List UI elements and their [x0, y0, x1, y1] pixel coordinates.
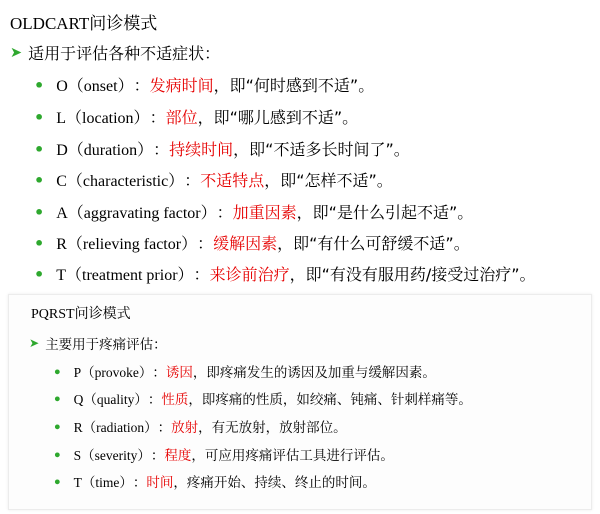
arrow-bullet-icon: ➤: [29, 336, 40, 350]
item-term: （quality）: [83, 392, 148, 407]
oldcart-title: OLDCART问诊模式: [10, 14, 158, 33]
pqrst-title: PQRST问诊模式: [31, 307, 131, 322]
item-keyword: 加重因素: [232, 203, 297, 222]
item-description: ，即“不适多长时间了”。: [233, 140, 410, 159]
oldcart-subtitle: [10, 41, 220, 64]
arrow-bullet-icon: ➤: [10, 44, 23, 61]
item-code: T: [56, 267, 67, 284]
item-term: （characteristic）: [66, 173, 185, 190]
oldcart-item-o: [34, 73, 374, 96]
oldcart-item-r: [34, 231, 470, 254]
item-keyword: 时间: [146, 475, 174, 491]
item-term: （relieving factor）: [66, 236, 198, 253]
item-code: R: [73, 420, 83, 435]
oldcart-item-t: [34, 262, 536, 285]
item-sep: ：: [133, 76, 150, 95]
bullet-dot-icon: •: [34, 203, 45, 222]
item-sep: ：: [149, 108, 166, 127]
item-description: ，疼痛开始、持续、终止的时间。: [173, 475, 376, 491]
item-term: （treatment prior）: [66, 267, 194, 284]
bullet-dot-icon: •: [53, 420, 62, 436]
item-term: （radiation）: [82, 420, 158, 435]
oldcart-subtitle-text: 适用于评估各种不适症状：: [28, 44, 221, 63]
item-sep: ：: [197, 234, 214, 253]
item-keyword: 来诊前治疗: [209, 265, 290, 284]
item-term: （aggravating factor）: [67, 205, 217, 222]
bullet-dot-icon: •: [34, 140, 45, 159]
item-term: （location）: [66, 110, 150, 127]
item-sep: ：: [132, 475, 147, 491]
item-description: ，即疼痛的性质，如绞痛、钝痛、针刺样痛等。: [188, 392, 472, 408]
item-keyword: 发病时间: [149, 76, 214, 95]
item-keyword: 部位: [165, 108, 198, 127]
pqrst-item-t: [53, 471, 376, 491]
pqrst-item-p: [53, 361, 436, 381]
oldcart-item-l: [34, 105, 358, 128]
item-code: S: [73, 448, 82, 463]
bullet-dot-icon: •: [53, 448, 62, 464]
item-keyword: 持续时间: [169, 140, 234, 159]
bullet-dot-icon: •: [34, 265, 45, 284]
oldcart-item-c: [34, 168, 393, 191]
item-code: T: [73, 475, 82, 490]
bullet-dot-icon: •: [34, 234, 45, 253]
oldcart-item-a: [34, 200, 473, 223]
bullet-dot-icon: •: [34, 76, 45, 95]
item-code: R: [56, 236, 67, 253]
item-description: ，即“有没有服用药/接受过治疗”。: [289, 265, 536, 284]
item-code: A: [56, 205, 68, 222]
item-sep: ：: [150, 448, 165, 464]
item-term: （onset）: [67, 78, 134, 95]
item-description: ，即“怎样不适”。: [264, 171, 393, 190]
item-term: （time）: [81, 475, 133, 490]
item-sep: ：: [152, 365, 166, 381]
pqrst-item-q: [53, 388, 472, 408]
item-code: O: [56, 78, 68, 95]
item-sep: ：: [153, 140, 170, 159]
item-code: L: [56, 110, 67, 127]
item-keyword: 性质: [161, 392, 189, 408]
item-sep: ：: [157, 420, 172, 436]
item-code: C: [56, 173, 67, 190]
item-code: Q: [73, 392, 84, 407]
item-description: ，可应用疼痛评估工具进行评估。: [191, 448, 394, 464]
bullet-dot-icon: •: [34, 171, 45, 190]
item-keyword: 缓解因素: [213, 234, 278, 253]
item-term: （duration）: [67, 142, 154, 159]
oldcart-item-d: [34, 137, 410, 160]
item-sep: ：: [147, 392, 162, 408]
item-code: P: [73, 365, 82, 380]
bullet-dot-icon: •: [53, 475, 62, 491]
pqrst-item-s: [53, 444, 394, 464]
item-description: ，即“有什么可舒缓不适”。: [277, 234, 470, 253]
item-term: （provoke）: [81, 365, 153, 380]
item-description: ，有无放射，放射部位。: [198, 420, 347, 436]
item-description: ，即疼痛发生的诱因及加重与缓解因素。: [192, 365, 436, 381]
item-sep: ：: [216, 203, 233, 222]
pqrst-item-r: [53, 416, 347, 436]
item-code: D: [56, 142, 68, 159]
bullet-dot-icon: •: [34, 108, 45, 127]
item-keyword: 放射: [171, 420, 199, 436]
pqrst-panel: [8, 294, 592, 510]
item-description: ，即“何时感到不适”。: [213, 76, 375, 95]
pqrst-subtitle-text: 主要用于疼痛评估：: [45, 337, 167, 353]
item-sep: ：: [193, 265, 210, 284]
item-keyword: 诱因: [165, 365, 193, 381]
item-sep: ：: [184, 171, 201, 190]
item-description: ，即“哪儿感到不适”。: [197, 108, 359, 127]
item-keyword: 不适特点: [200, 171, 265, 190]
pqrst-subtitle: [29, 333, 167, 353]
item-keyword: 程度: [164, 448, 192, 464]
bullet-dot-icon: •: [53, 365, 62, 381]
item-term: （severity）: [81, 448, 151, 463]
item-description: ，即“是什么引起不适”。: [296, 203, 474, 222]
bullet-dot-icon: •: [53, 392, 62, 408]
